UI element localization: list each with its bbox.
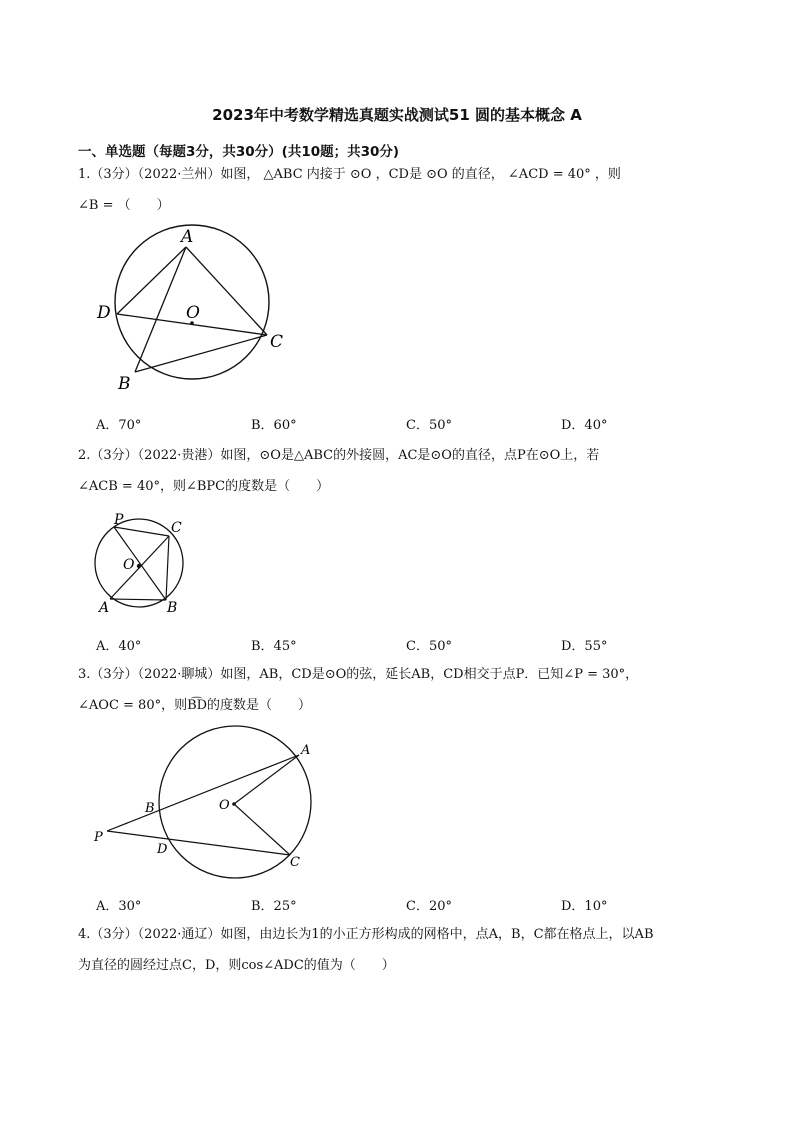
question-2-figure: [94, 510, 194, 620]
q1-choice-a[interactable]: A．70°: [96, 418, 142, 433]
q1-choice-c[interactable]: C．50°: [406, 418, 452, 433]
label-O: O: [186, 303, 200, 323]
question-4-line-1: 4.（3分）（2022·通辽）如图，由边长为1的小正方形构成的网格中，点A，B，C都在格点上，以AB: [78, 927, 654, 942]
q3-choice-b[interactable]: B．25°: [251, 899, 297, 914]
question-3-choices: [96, 895, 756, 915]
label-C: C: [171, 520, 182, 536]
label-O: O: [123, 557, 135, 573]
q1-choice-b[interactable]: B．60°: [251, 418, 297, 433]
question-3-figure: [92, 730, 332, 880]
question-1-stem: [78, 159, 718, 221]
q2-choice-b[interactable]: B．45°: [251, 639, 297, 654]
q2-choice-c[interactable]: C．50°: [406, 639, 452, 654]
question-3-line-1: 3.（3分）（2022·聊城）如图，AB，CD是⊙O的弦，延长AB，CD相交于点P．已知∠P = 30°，: [78, 667, 639, 682]
label-D: D: [97, 303, 111, 323]
question-4-line-2: 为直径的圆经过点C，D，则cos∠ADC的值为（ ）: [78, 958, 395, 973]
q1-choice-d[interactable]: D．40°: [561, 418, 608, 433]
label-A: A: [301, 743, 311, 758]
q2-choice-d[interactable]: D．55°: [561, 639, 608, 654]
label-B: B: [145, 801, 155, 816]
question-3-line-2: ∠AOC = 80°，则B͡D的度数是（ ）: [78, 698, 312, 713]
label-B: B: [118, 374, 131, 394]
section-title: 一、单选题（每题3分，共30分）(共10题；共30分): [78, 144, 400, 160]
page-title: 2023年中考数学精选真题实战测试51 圆的基本概念 A: [212, 106, 582, 124]
question-1-line-2: ∠B = （ ）: [78, 198, 170, 213]
question-2-choices: [96, 635, 756, 655]
label-P: P: [114, 512, 124, 528]
question-2-stem: [78, 440, 718, 502]
label-B: B: [167, 600, 178, 616]
question-3-stem: [78, 659, 718, 721]
question-1-figure: [90, 225, 300, 395]
q3-choice-d[interactable]: D．10°: [561, 899, 608, 914]
label-A: A: [99, 600, 110, 616]
label-C: C: [270, 332, 284, 352]
question-1-choices: [96, 414, 756, 434]
q3-choice-c[interactable]: C．20°: [406, 899, 452, 914]
label-O: O: [219, 798, 230, 813]
label-P: P: [94, 830, 103, 845]
question-2-line-1: 2.（3分）（2022·贵港）如图，⊙O是△ABC的外接圆，AC是⊙O的直径，点P在⊙O上，若: [78, 448, 600, 463]
question-4-stem: [78, 919, 718, 981]
question-1-line-1: 1.（3分）（2022·兰州）如图， △ABC 内接于 ⊙O ，CD是 ⊙O 的直径， ∠ACD = 40° ，则: [78, 167, 621, 182]
label-A: A: [181, 227, 194, 247]
q3-choice-a[interactable]: A．30°: [96, 899, 142, 914]
question-2-line-2: ∠ACB = 40°，则∠BPC的度数是（ ）: [78, 479, 330, 494]
q2-choice-a[interactable]: A．40°: [96, 639, 142, 654]
label-D: D: [157, 842, 168, 857]
label-C: C: [290, 855, 300, 870]
